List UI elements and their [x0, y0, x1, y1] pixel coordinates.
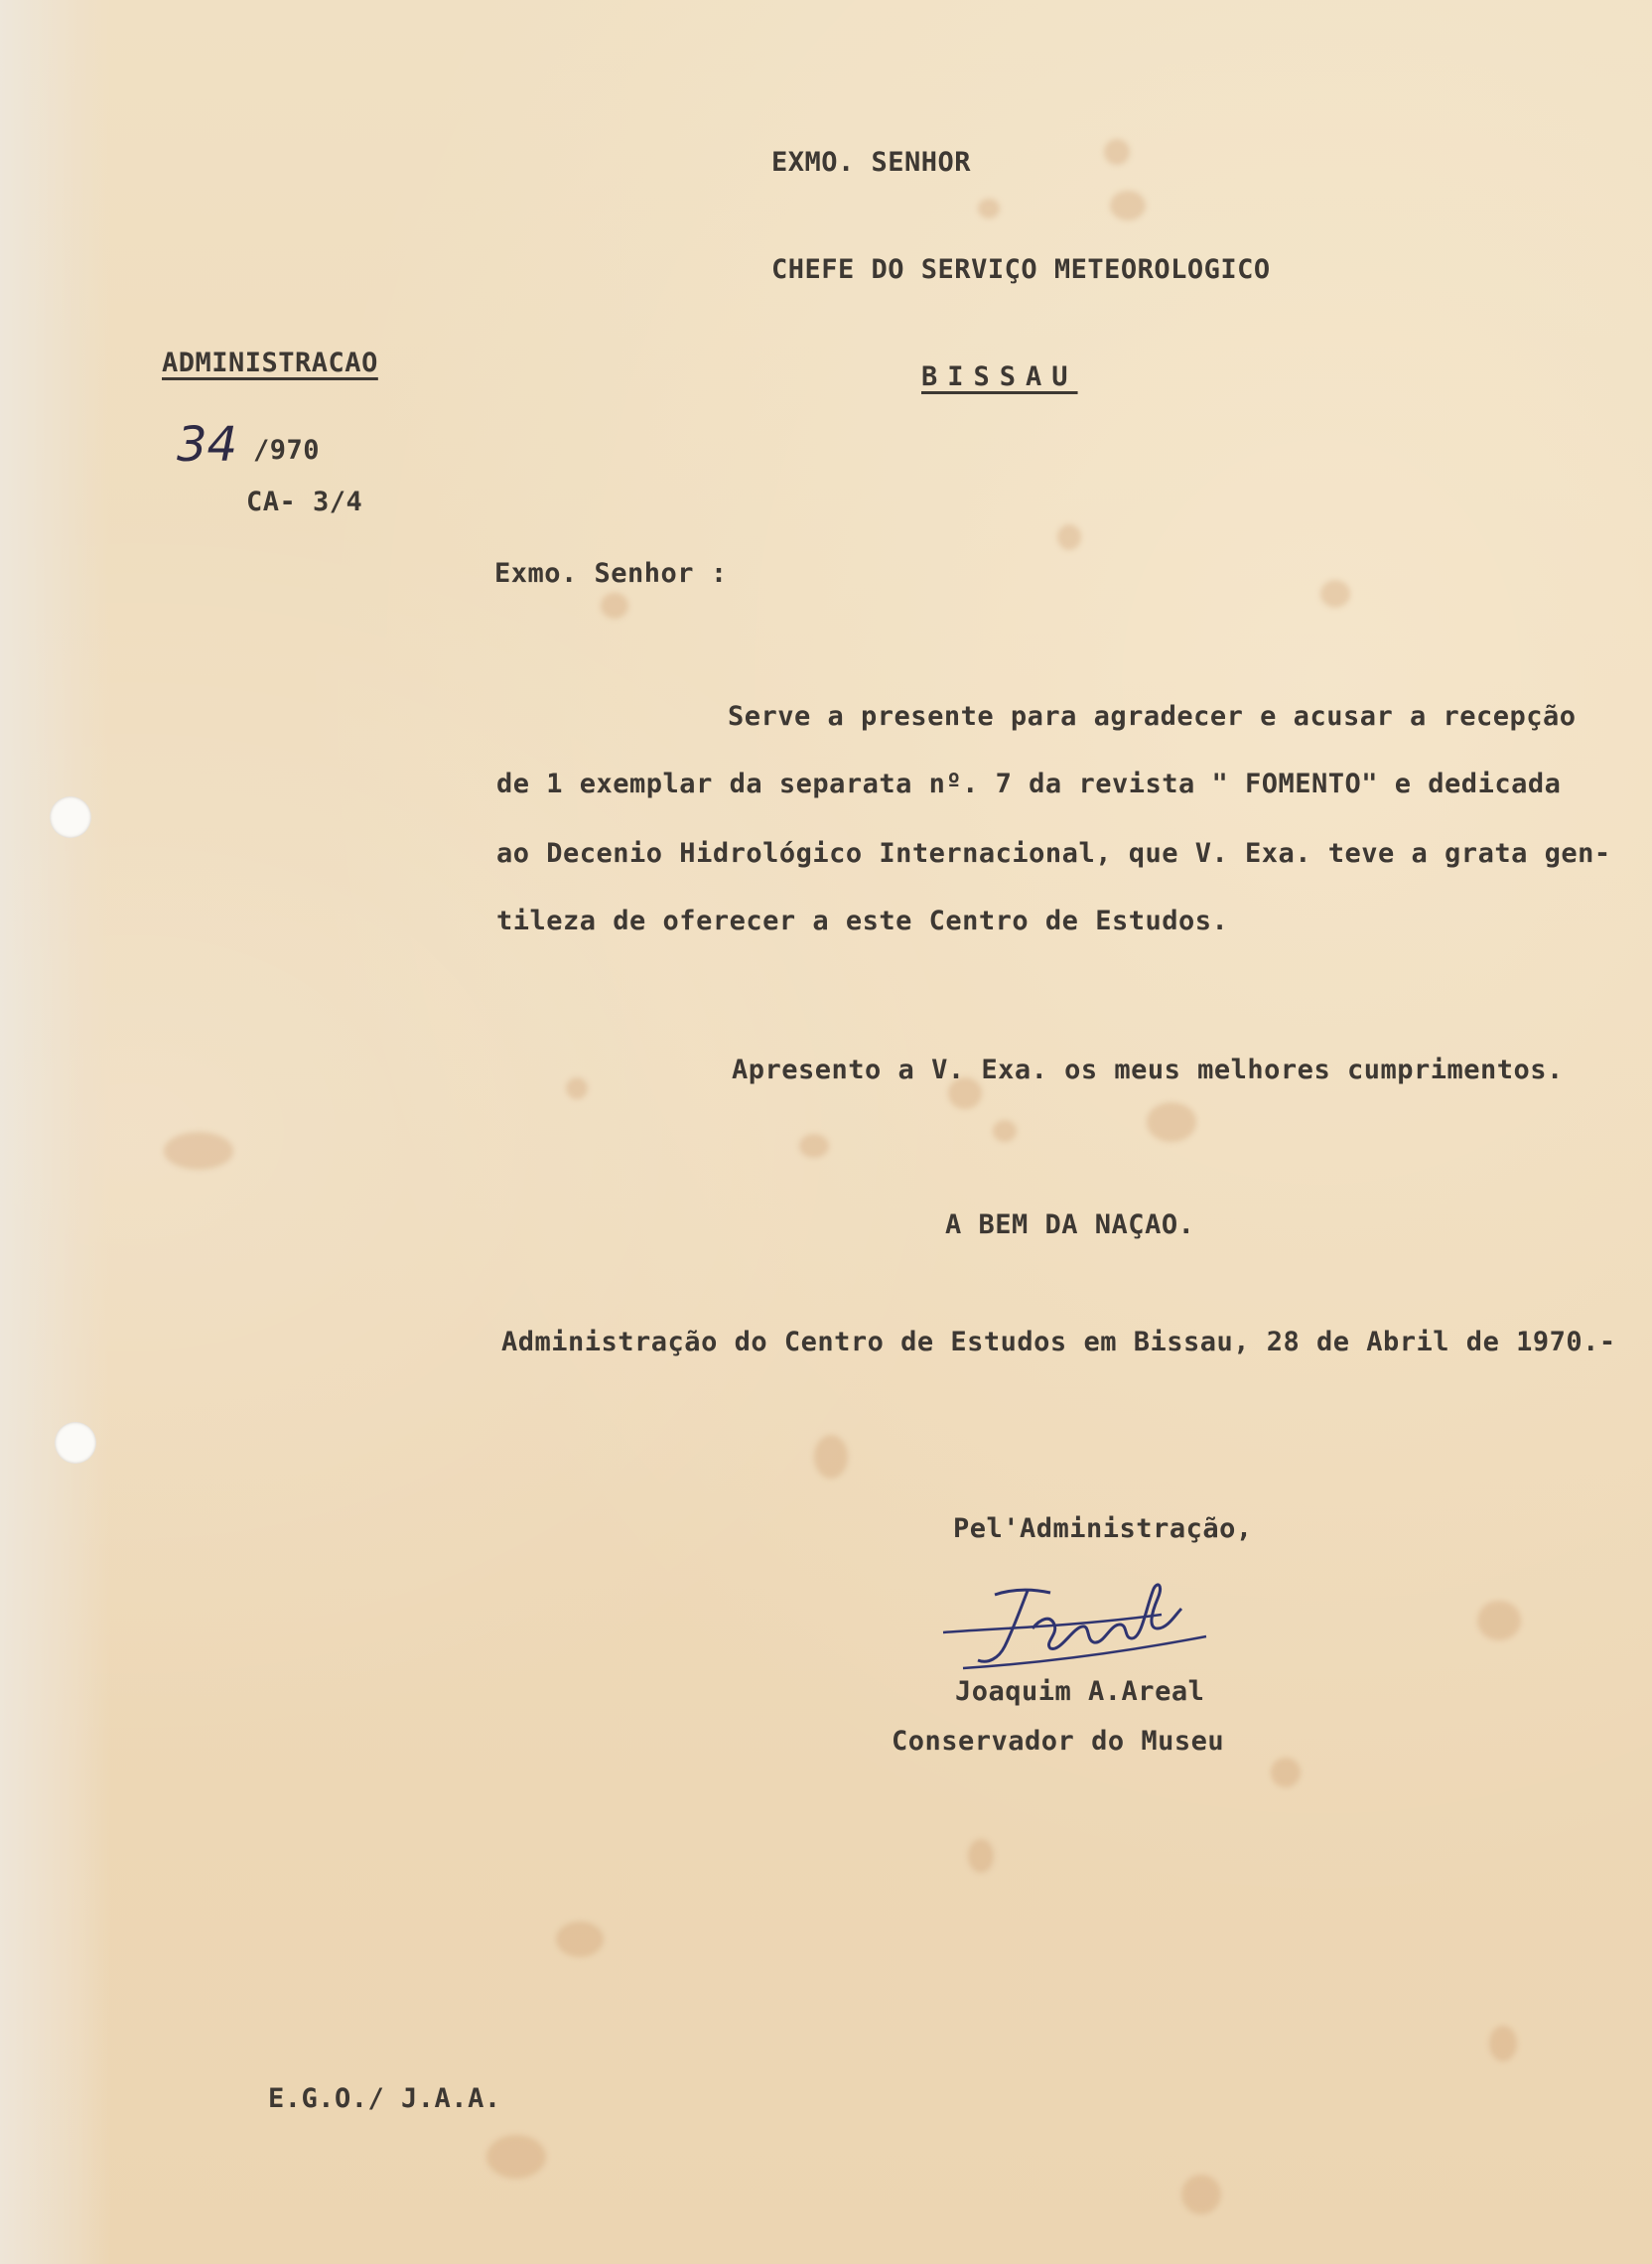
on-behalf-line: Pel'Administração, — [953, 1513, 1253, 1544]
addressee-city: BISSAU — [921, 361, 1078, 392]
stain — [1104, 139, 1130, 165]
body-line-3: ao Decenio Hidrológico Internacional, que V. Exa. teve a grata gen- — [496, 838, 1611, 869]
stain — [799, 1134, 829, 1158]
stain — [814, 1435, 848, 1479]
stain — [1147, 1102, 1196, 1142]
typist-initials: E.G.O./ J.A.A. — [268, 2083, 501, 2114]
stain — [556, 1921, 604, 1957]
stain — [601, 593, 628, 619]
addressee-line-1: EXMO. SENHOR — [771, 147, 972, 178]
stain — [1271, 1758, 1301, 1787]
stain — [1110, 191, 1146, 220]
punch-hole — [55, 1422, 96, 1464]
closing-line: Apresento a V. Exa. os meus melhores cumprimentos. — [732, 1055, 1564, 1085]
handwritten-reference-number: 34 — [177, 417, 238, 473]
department-heading: ADMINISTRACAO — [162, 348, 378, 378]
stain — [486, 2135, 546, 2179]
body-line-4: tileza de oferecer a este Centro de Estudos. — [496, 906, 1229, 936]
body-line-1: Serve a presente para agradecer e acusar a recepção — [728, 701, 1577, 732]
date-line: Administração do Centro de Estudos em Bissau, 28 de Abril de 1970.- — [501, 1327, 1616, 1357]
salutation: Exmo. Senhor : — [494, 558, 728, 589]
reference-year: /970 — [253, 435, 321, 466]
handwritten-signature — [933, 1569, 1221, 1688]
stain — [1477, 1601, 1521, 1640]
stain — [1489, 2026, 1517, 2061]
signatory-name: Joaquim A.Areal — [955, 1676, 1205, 1707]
stain — [566, 1077, 588, 1099]
punch-hole — [50, 796, 91, 838]
reference-code: CA- 3/4 — [246, 487, 363, 517]
stain — [1320, 580, 1350, 608]
body-line-2: de 1 exemplar da separata nº. 7 da revista " FOMENTO" e dedicada — [496, 769, 1562, 799]
addressee-line-2: CHEFE DO SERVIÇO METEOROLOGICO — [771, 254, 1271, 285]
left-margin-strip — [0, 0, 111, 2264]
signatory-title: Conservador do Museu — [892, 1726, 1225, 1757]
stain — [993, 1120, 1017, 1142]
motto: A BEM DA NAÇAO. — [945, 1209, 1195, 1240]
stain — [1057, 524, 1081, 550]
stain — [164, 1132, 233, 1170]
stain — [1181, 2175, 1221, 2214]
stain — [978, 199, 1000, 218]
stain — [968, 1839, 994, 1873]
